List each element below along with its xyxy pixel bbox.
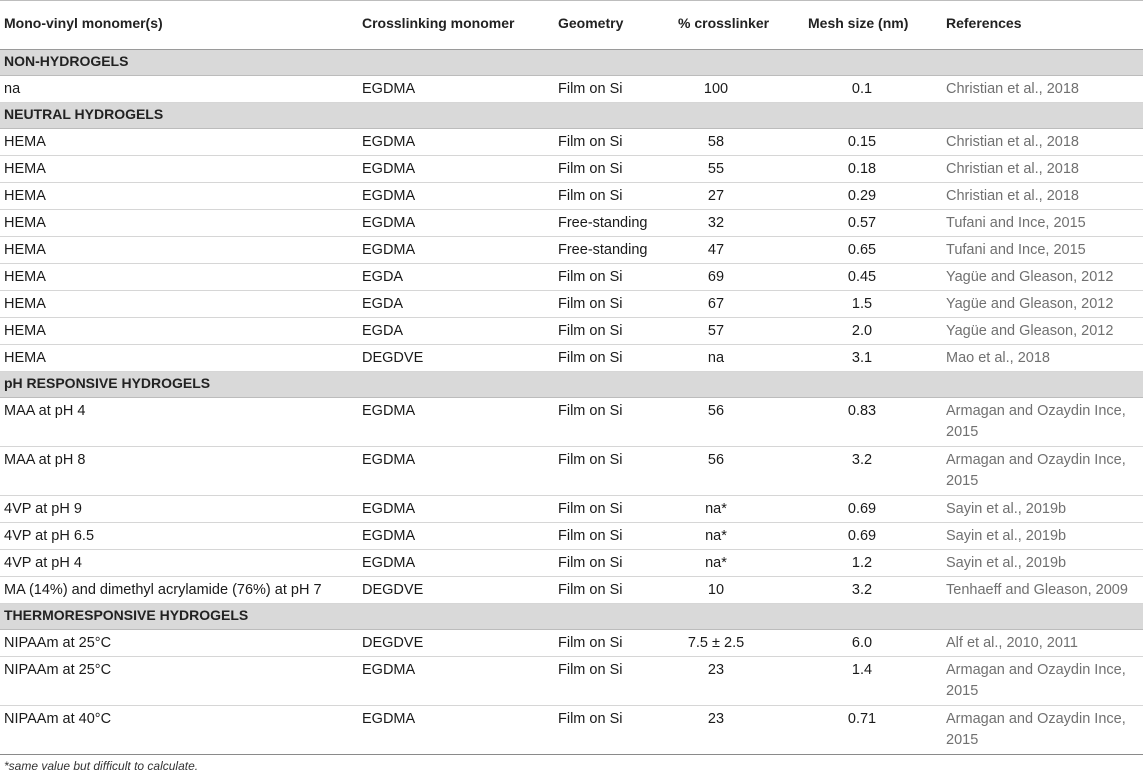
- cell-geometry: Film on Si: [558, 323, 623, 339]
- cell-geometry: Free-standing: [558, 215, 648, 231]
- cell-percent-crosslinker: 47: [707, 242, 725, 258]
- cell-crosslinking-monomer: EGDMA: [362, 555, 416, 571]
- cell-monomer: na: [4, 81, 21, 97]
- cell-reference: Sayin et al., 2019b: [946, 555, 1067, 571]
- cell-geometry: Film on Si: [558, 161, 623, 177]
- cell-mesh-size: 1.4: [851, 662, 873, 678]
- cell-geometry: Film on Si: [558, 350, 623, 366]
- section-header: [0, 372, 1143, 398]
- cell-mesh-size: 0.45: [847, 269, 877, 285]
- cell-monomer: HEMA: [4, 242, 46, 258]
- cell-percent-crosslinker: na*: [705, 528, 727, 544]
- cell-monomer: 4VP at pH 6.5: [4, 528, 95, 544]
- cell-monomer: NIPAAm at 25°C: [4, 662, 112, 678]
- cell-monomer: HEMA: [4, 215, 46, 231]
- cell-percent-crosslinker: 100: [703, 81, 729, 97]
- table-header: [0, 0, 1143, 50]
- cell-reference: Tenhaeff and Gleason, 2009: [946, 582, 1128, 598]
- cell-percent-crosslinker: 27: [707, 188, 725, 204]
- cell-reference: Christian et al., 2018: [946, 161, 1079, 177]
- cell-reference: Christian et al., 2018: [946, 134, 1079, 150]
- cell-monomer: HEMA: [4, 188, 46, 204]
- table-body: [0, 50, 1143, 755]
- cell-reference: Yagüe and Gleason, 2012: [946, 269, 1114, 285]
- cell-monomer: HEMA: [4, 269, 46, 285]
- table-row: [0, 550, 1143, 577]
- cell-monomer: HEMA: [4, 350, 46, 366]
- col-header-percent-crosslinker: % crosslinker: [678, 15, 770, 31]
- cell-monomer: MAA at pH 4: [4, 403, 86, 419]
- table-row: [0, 156, 1143, 183]
- cell-reference: Armagan and Ozaydin Ince, 2015: [946, 662, 1126, 699]
- cell-percent-crosslinker: 58: [707, 134, 725, 150]
- table-footnote: *same value but difficult to calculate.: [4, 759, 199, 773]
- cell-geometry: Film on Si: [558, 711, 623, 727]
- cell-crosslinking-monomer: EGDMA: [362, 161, 416, 177]
- cell-monomer: HEMA: [4, 296, 46, 312]
- col-header-crosslinking-monomer: Crosslinking monomer: [362, 15, 515, 31]
- cell-geometry: Film on Si: [558, 134, 623, 150]
- cell-mesh-size: 0.15: [847, 134, 877, 150]
- cell-reference: Tufani and Ince, 2015: [946, 215, 1086, 231]
- cell-crosslinking-monomer: DEGDVE: [362, 635, 424, 651]
- cell-reference: Mao et al., 2018: [946, 350, 1050, 366]
- table-row: [0, 523, 1143, 550]
- section-header: [0, 604, 1143, 630]
- col-header-mesh-size: Mesh size (nm): [808, 15, 909, 31]
- cell-geometry: Film on Si: [558, 188, 623, 204]
- cell-crosslinking-monomer: EGDMA: [362, 215, 416, 231]
- section-title: NON-HYDROGELS: [4, 53, 129, 69]
- cell-monomer: MA (14%) and dimethyl acrylamide (76%) at pH 7: [4, 582, 322, 598]
- cell-percent-crosslinker: na*: [705, 555, 727, 571]
- cell-mesh-size: 1.5: [851, 296, 873, 312]
- cell-percent-crosslinker: na*: [705, 501, 727, 517]
- table-row: [0, 183, 1143, 210]
- cell-reference: Armagan and Ozaydin Ince, 2015: [946, 711, 1126, 748]
- cell-geometry: Free-standing: [558, 242, 648, 258]
- table-row: [0, 630, 1143, 657]
- cell-reference: Tufani and Ince, 2015: [946, 242, 1086, 258]
- cell-percent-crosslinker: 67: [707, 296, 725, 312]
- cell-mesh-size: 0.57: [847, 215, 877, 231]
- table-row: [0, 577, 1143, 604]
- cell-monomer: NIPAAm at 40°C: [4, 711, 112, 727]
- cell-geometry: Film on Si: [558, 582, 623, 598]
- cell-percent-crosslinker: 57: [707, 323, 725, 339]
- cell-monomer: HEMA: [4, 161, 46, 177]
- cell-reference: Christian et al., 2018: [946, 188, 1079, 204]
- col-header-geometry: Geometry: [558, 15, 624, 31]
- cell-mesh-size: 3.2: [851, 452, 873, 468]
- cell-crosslinking-monomer: EGDMA: [362, 403, 416, 419]
- cell-crosslinking-monomer: EGDA: [362, 323, 404, 339]
- cell-percent-crosslinker: 56: [707, 452, 725, 468]
- cell-geometry: Film on Si: [558, 662, 623, 678]
- cell-crosslinking-monomer: EGDMA: [362, 242, 416, 258]
- cell-crosslinking-monomer: EGDA: [362, 269, 404, 285]
- cell-monomer: NIPAAm at 25°C: [4, 635, 112, 651]
- cell-percent-crosslinker: 32: [707, 215, 725, 231]
- cell-geometry: Film on Si: [558, 81, 623, 97]
- cell-geometry: Film on Si: [558, 296, 623, 312]
- table-row: [0, 318, 1143, 345]
- cell-monomer: HEMA: [4, 323, 46, 339]
- cell-geometry: Film on Si: [558, 635, 623, 651]
- cell-percent-crosslinker: na: [707, 350, 725, 366]
- cell-percent-crosslinker: 10: [707, 582, 725, 598]
- cell-percent-crosslinker: 55: [707, 161, 725, 177]
- cell-crosslinking-monomer: EGDMA: [362, 711, 416, 727]
- table-row: [0, 345, 1143, 372]
- cell-mesh-size: 0.18: [847, 161, 877, 177]
- cell-crosslinking-monomer: EGDMA: [362, 188, 416, 204]
- cell-reference: Christian et al., 2018: [946, 81, 1079, 97]
- cell-monomer: 4VP at pH 4: [4, 555, 82, 571]
- cell-mesh-size: 3.1: [851, 350, 873, 366]
- table-row: [0, 398, 1143, 447]
- cell-reference: Armagan and Ozaydin Ince, 2015: [946, 403, 1126, 440]
- cell-mesh-size: 0.69: [847, 528, 877, 544]
- cell-geometry: Film on Si: [558, 501, 623, 517]
- cell-crosslinking-monomer: EGDA: [362, 296, 404, 312]
- cell-reference: Yagüe and Gleason, 2012: [946, 296, 1114, 312]
- cell-crosslinking-monomer: EGDMA: [362, 134, 416, 150]
- cell-reference: Armagan and Ozaydin Ince, 2015: [946, 452, 1126, 489]
- cell-monomer: 4VP at pH 9: [4, 501, 82, 517]
- cell-crosslinking-monomer: EGDMA: [362, 81, 416, 97]
- table-row: [0, 264, 1143, 291]
- cell-percent-crosslinker: 69: [707, 269, 725, 285]
- section-title: NEUTRAL HYDROGELS: [4, 106, 164, 122]
- section-header: [0, 103, 1143, 129]
- section-title: pH RESPONSIVE HYDROGELS: [4, 375, 211, 391]
- table-row: [0, 496, 1143, 523]
- cell-crosslinking-monomer: EGDMA: [362, 528, 416, 544]
- section-header: [0, 50, 1143, 76]
- cell-geometry: Film on Si: [558, 555, 623, 571]
- cell-mesh-size: 1.2: [851, 555, 873, 571]
- table-row: [0, 237, 1143, 264]
- table-row: [0, 657, 1143, 706]
- cell-crosslinking-monomer: EGDMA: [362, 662, 416, 678]
- cell-monomer: HEMA: [4, 134, 46, 150]
- cell-percent-crosslinker: 23: [707, 711, 725, 727]
- cell-percent-crosslinker: 56: [707, 403, 725, 419]
- cell-geometry: Film on Si: [558, 452, 623, 468]
- cell-percent-crosslinker: 7.5 ± 2.5: [687, 635, 745, 651]
- cell-crosslinking-monomer: EGDMA: [362, 501, 416, 517]
- cell-geometry: Film on Si: [558, 403, 623, 419]
- cell-monomer: MAA at pH 8: [4, 452, 86, 468]
- cell-mesh-size: 3.2: [851, 582, 873, 598]
- cell-mesh-size: 0.71: [847, 711, 877, 727]
- cell-crosslinking-monomer: EGDMA: [362, 452, 416, 468]
- table-row: [0, 447, 1143, 496]
- cell-mesh-size: 0.29: [847, 188, 877, 204]
- cell-mesh-size: 0.69: [847, 501, 877, 517]
- cell-mesh-size: 6.0: [851, 635, 873, 651]
- table-row: [0, 706, 1143, 755]
- table-row: [0, 210, 1143, 237]
- cell-percent-crosslinker: 23: [707, 662, 725, 678]
- cell-reference: Sayin et al., 2019b: [946, 501, 1067, 517]
- section-title: THERMORESPONSIVE HYDROGELS: [4, 607, 249, 623]
- table-row: [0, 291, 1143, 318]
- col-header-monomer: Mono-vinyl monomer(s): [4, 15, 163, 31]
- cell-mesh-size: 0.65: [847, 242, 877, 258]
- table-row: [0, 129, 1143, 156]
- cell-mesh-size: 2.0: [851, 323, 873, 339]
- cell-reference: Sayin et al., 2019b: [946, 528, 1067, 544]
- cell-geometry: Film on Si: [558, 528, 623, 544]
- table-row: [0, 76, 1143, 103]
- cell-mesh-size: 0.83: [847, 403, 877, 419]
- cell-reference: Alf et al., 2010, 2011: [946, 635, 1078, 651]
- cell-geometry: Film on Si: [558, 269, 623, 285]
- cell-mesh-size: 0.1: [851, 81, 873, 97]
- cell-crosslinking-monomer: DEGDVE: [362, 582, 424, 598]
- cell-crosslinking-monomer: DEGDVE: [362, 350, 424, 366]
- cell-reference: Yagüe and Gleason, 2012: [946, 323, 1114, 339]
- col-header-references: References: [946, 15, 1022, 31]
